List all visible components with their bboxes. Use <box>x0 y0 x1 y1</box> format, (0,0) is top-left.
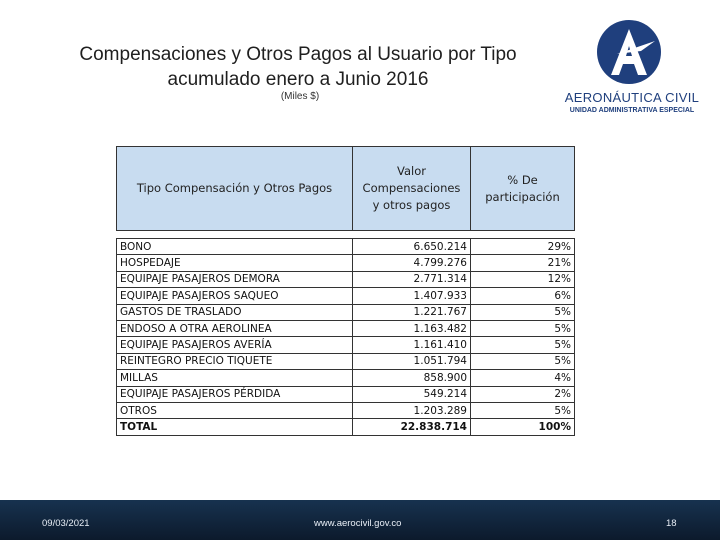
cell-tipo: EQUIPAJE PASAJEROS AVERÍA <box>117 337 353 353</box>
cell-valor: 1.051.794 <box>353 353 471 369</box>
cell-pct: 12% <box>471 271 575 287</box>
cell-pct: 5% <box>471 337 575 353</box>
title-line-2: acumulado enero a Junio 2016 <box>167 69 429 90</box>
cell-valor: 1.407.933 <box>353 288 471 304</box>
header-valor: Valor Compensaciones y otros pagos <box>353 147 471 231</box>
compensation-table <box>116 146 575 436</box>
cell-pct: 5% <box>471 402 575 418</box>
table-row <box>117 320 575 336</box>
cell-valor: 1.221.767 <box>353 304 471 320</box>
logo-a-icon <box>597 20 661 84</box>
table-row <box>117 337 575 353</box>
cell-tipo: EQUIPAJE PASAJEROS PÉRDIDA <box>117 386 353 402</box>
cell-tipo: GASTOS DE TRASLADO <box>117 304 353 320</box>
table-row <box>117 386 575 402</box>
aeronautica-civil-logo <box>562 20 702 124</box>
page-title <box>40 42 556 92</box>
table-row <box>117 353 575 369</box>
cell-valor: 1.161.410 <box>353 337 471 353</box>
title-line-1: Compensaciones y Otros Pagos al Usuario por Tipo <box>79 44 517 65</box>
cell-tipo: EQUIPAJE PASAJEROS DEMORA <box>117 271 353 287</box>
compensation-table-container <box>116 146 574 436</box>
cell-valor: 6.650.214 <box>353 239 471 255</box>
cell-pct: 21% <box>471 255 575 271</box>
cell-valor: 1.163.482 <box>353 320 471 336</box>
page-number: 18 <box>666 518 677 529</box>
table-header-row <box>117 147 575 231</box>
cell-tipo: REINTEGRO PRECIO TIQUETE <box>117 353 353 369</box>
cell-valor: 1.203.289 <box>353 402 471 418</box>
cell-pct: 2% <box>471 386 575 402</box>
cell-pct: 6% <box>471 288 575 304</box>
table-row <box>117 402 575 418</box>
total-label: TOTAL <box>117 419 353 435</box>
footer-date: 09/03/2021 <box>42 518 90 529</box>
cell-valor: 858.900 <box>353 370 471 386</box>
table-row <box>117 288 575 304</box>
header-tipo: Tipo Compensación y Otros Pagos <box>117 147 353 231</box>
table-total-row <box>117 419 575 435</box>
footer-url[interactable]: www.aerocivil.gov.co <box>314 518 402 529</box>
cell-valor: 4.799.276 <box>353 255 471 271</box>
cell-tipo: ENDOSO A OTRA AEROLINEA <box>117 320 353 336</box>
table-row <box>117 239 575 255</box>
table-row <box>117 370 575 386</box>
cell-pct: 4% <box>471 370 575 386</box>
cell-tipo: HOSPEDAJE <box>117 255 353 271</box>
total-pct: 100% <box>471 419 575 435</box>
cell-tipo: EQUIPAJE PASAJEROS SAQUEO <box>117 288 353 304</box>
table-row <box>117 271 575 287</box>
cell-tipo: OTROS <box>117 402 353 418</box>
cell-valor: 2.771.314 <box>353 271 471 287</box>
total-valor: 22.838.714 <box>353 419 471 435</box>
header-participacion: % De participación <box>471 147 575 231</box>
cell-tipo: MILLAS <box>117 370 353 386</box>
cell-pct: 29% <box>471 239 575 255</box>
logo-emblem <box>597 20 661 84</box>
cell-valor: 549.214 <box>353 386 471 402</box>
footer-bar <box>0 500 720 540</box>
units-subtitle: (Miles $) <box>280 91 320 102</box>
logo-name: AERONÁUTICA CIVIL <box>564 90 700 105</box>
cell-pct: 5% <box>471 353 575 369</box>
table-row <box>117 255 575 271</box>
logo-unit: UNIDAD ADMINISTRATIVA ESPECIAL <box>569 107 695 114</box>
cell-tipo: BONO <box>117 239 353 255</box>
cell-pct: 5% <box>471 304 575 320</box>
cell-pct: 5% <box>471 320 575 336</box>
table-row <box>117 304 575 320</box>
